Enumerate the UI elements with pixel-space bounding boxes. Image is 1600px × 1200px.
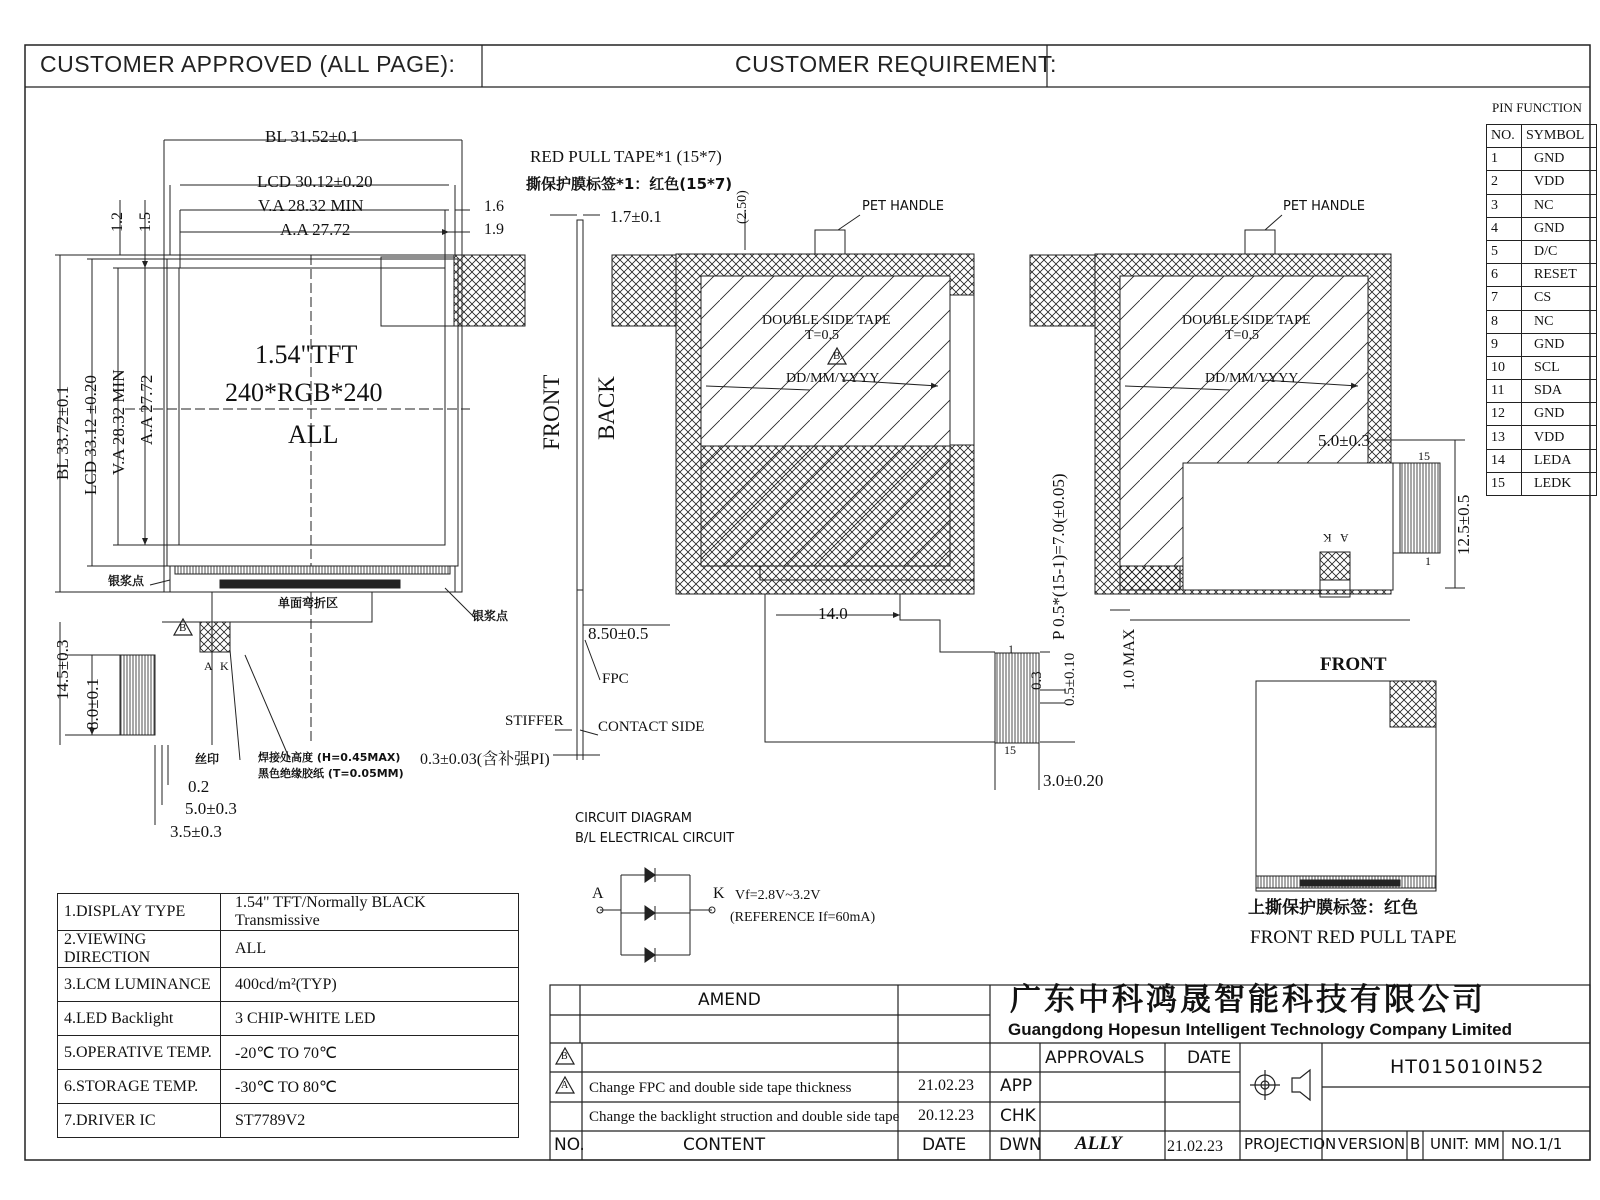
pin-no: 13 bbox=[1487, 426, 1522, 449]
dim-bl-width: BL 31.52±0.1 bbox=[265, 127, 360, 146]
pin-row bbox=[1487, 403, 1597, 426]
pin-row bbox=[1487, 264, 1597, 287]
pin-symbol: GND bbox=[1522, 403, 1597, 426]
sheet-number: NO.1/1 bbox=[1511, 1135, 1563, 1153]
front-view-geometry bbox=[55, 140, 525, 825]
pin-no: 9 bbox=[1487, 333, 1522, 356]
fpc-14: 14.0 bbox=[818, 604, 848, 623]
dim-lcd-width: LCD 30.12±0.20 bbox=[257, 172, 373, 191]
spec-row bbox=[58, 1002, 519, 1036]
pin-row bbox=[1487, 310, 1597, 333]
dwn-date: 21.02.23 bbox=[1167, 1138, 1223, 1155]
front-small-title: FRONT bbox=[1320, 654, 1387, 675]
side-thickness: 1.7±0.1 bbox=[610, 207, 662, 226]
customer-approved-label: CUSTOMER APPROVED (ALL PAGE): bbox=[40, 51, 456, 77]
company-cn: 广东中科鸿晟智能科技有限公司 bbox=[1010, 982, 1486, 1018]
pin-function-title: PIN FUNCTION bbox=[1492, 100, 1582, 115]
pin-symbol: SDA bbox=[1522, 380, 1597, 403]
spec-row bbox=[58, 1036, 519, 1070]
front-small-cn: 上撕保护膜标签：红色 bbox=[1248, 898, 1418, 918]
circuit-k: K bbox=[713, 885, 725, 902]
no-label: NO. bbox=[554, 1135, 585, 1155]
pin-symbol: RESET bbox=[1522, 264, 1597, 287]
pin-row bbox=[1487, 426, 1597, 449]
panel-view: ALL bbox=[288, 420, 339, 449]
dim-top-1-2: 1.2 bbox=[109, 212, 126, 232]
dim-bottom-0-2: 0.2 bbox=[188, 777, 210, 796]
pin-row bbox=[1487, 287, 1597, 310]
amend-label: AMEND bbox=[698, 990, 761, 1010]
circuit-ref: (REFERENCE If=60mA) bbox=[730, 910, 876, 925]
pet-handle-2: PET HANDLE bbox=[1283, 199, 1365, 214]
pin-row bbox=[1487, 472, 1597, 495]
spec-value: 400cd/m²(TYP) bbox=[221, 968, 519, 1002]
dim-bottom-3-5: 3.5±0.3 bbox=[170, 822, 222, 841]
pin-no: 12 bbox=[1487, 403, 1522, 426]
spec-value: 1.54" TFT/Normally BLACK Transmissive bbox=[221, 894, 519, 931]
circuit-vf: Vf=2.8V~3.2V bbox=[735, 888, 821, 903]
back-k-label: K bbox=[1323, 531, 1332, 545]
tape-2-date: DD/MM/YYYY bbox=[1205, 371, 1299, 386]
dwn-label: DWN bbox=[999, 1135, 1042, 1155]
fpc-pitch: P 0.5*(15-1)=7.0(±0.05) bbox=[1049, 473, 1068, 640]
spec-key: 2.VIEWING DIRECTION bbox=[58, 931, 221, 968]
rev-a-mark: A bbox=[561, 1080, 569, 1091]
date-label: DATE bbox=[1187, 1048, 1232, 1068]
app-label: APP bbox=[1000, 1076, 1033, 1096]
rev-a-text: Change the backlight struction and double side tape bbox=[589, 1109, 900, 1125]
spec-value: -20℃ TO 70℃ bbox=[221, 1036, 519, 1070]
pin-symbol: SCL bbox=[1522, 356, 1597, 379]
chk-label: CHK bbox=[1000, 1106, 1036, 1126]
front-small-geometry bbox=[1256, 681, 1436, 891]
pin-no: 14 bbox=[1487, 449, 1522, 472]
dim-lcd-height: LCD 33.12 ±0.20 bbox=[81, 375, 100, 495]
spec-value: 3 CHIP-WHITE LED bbox=[221, 1002, 519, 1036]
pin-symbol: GND bbox=[1522, 333, 1597, 356]
silkscreen-label: 丝印 bbox=[195, 752, 220, 766]
side-back: BACK bbox=[594, 376, 619, 440]
version-label: VERSION bbox=[1338, 1135, 1406, 1153]
date-col-label: DATE bbox=[922, 1135, 967, 1155]
projection-label: PROJECTION bbox=[1244, 1135, 1337, 1153]
front-small-en: FRONT RED PULL TAPE bbox=[1250, 927, 1457, 948]
spec-row bbox=[58, 931, 519, 968]
pin-no: 11 bbox=[1487, 380, 1522, 403]
spec-value: ST7789V2 bbox=[221, 1104, 519, 1138]
dim-top-1-5: 1.5 bbox=[137, 212, 154, 232]
spec-row bbox=[58, 1104, 519, 1138]
pin-no: 4 bbox=[1487, 217, 1522, 240]
dim-aa-width: A.A 27.72 bbox=[280, 220, 351, 239]
spec-key: 7.DRIVER IC bbox=[58, 1104, 221, 1138]
pin-row bbox=[1487, 194, 1597, 217]
side-fpc: FPC bbox=[602, 671, 629, 687]
spec-row bbox=[58, 1070, 519, 1104]
pin-no: 1 bbox=[1487, 148, 1522, 171]
circuit-a: A bbox=[592, 885, 604, 902]
unit-label: UNIT: MM bbox=[1430, 1135, 1500, 1153]
single-fold-area: 单面弯折区 bbox=[278, 596, 339, 610]
side-stiffer: STIFFER bbox=[505, 713, 564, 729]
pad-0-3: 0.3 bbox=[1029, 671, 1045, 690]
pin-no: 2 bbox=[1487, 171, 1522, 194]
circuit-geometry bbox=[597, 868, 715, 962]
pin-row bbox=[1487, 333, 1597, 356]
pin-row bbox=[1487, 217, 1597, 240]
dim-5-0-back: 5.0±0.3 bbox=[1318, 431, 1370, 450]
content-label: CONTENT bbox=[683, 1135, 766, 1155]
pin-symbol: LEDA bbox=[1522, 449, 1597, 472]
approvals-label: APPROVALS bbox=[1045, 1048, 1145, 1068]
solder-height-label: 焊接处高度 (H=0.45MAX) bbox=[258, 751, 401, 764]
side-contact: CONTACT SIDE bbox=[598, 719, 705, 735]
dim-bottom-5-0: 5.0±0.3 bbox=[185, 799, 237, 818]
rev-a-date: 20.12.23 bbox=[918, 1107, 974, 1124]
dim-right-1-6: 1.6 bbox=[484, 198, 504, 215]
pin-no: 7 bbox=[1487, 287, 1522, 310]
pin-symbol: VDD bbox=[1522, 171, 1597, 194]
panel-resolution: 240*RGB*240 bbox=[225, 378, 383, 407]
tape-1-date: DD/MM/YYYY bbox=[786, 371, 880, 386]
pin-row bbox=[1487, 356, 1597, 379]
side-pi: 0.3±0.03(含补强PI) bbox=[420, 751, 550, 768]
pin-header-no: NO. bbox=[1487, 125, 1522, 148]
pin-header-symbol: SYMBOL bbox=[1522, 125, 1597, 148]
tape-2-thickness: T=0.5 bbox=[1225, 328, 1259, 343]
specs-table bbox=[57, 893, 519, 1138]
pull-tape-en: RED PULL TAPE*1 (15*7) bbox=[530, 147, 722, 166]
silver-dot-left: 银浆点 bbox=[108, 574, 145, 588]
fpc-pin15: 15 bbox=[1004, 743, 1016, 757]
circuit-title: CIRCUIT DIAGRAM bbox=[575, 811, 692, 826]
part-number: HT015010IN52 bbox=[1390, 1056, 1545, 1078]
pad-0-5: 0.5±0.10 bbox=[1062, 652, 1078, 706]
pin-symbol: D/C bbox=[1522, 240, 1597, 263]
spec-key: 5.OPERATIVE TEMP. bbox=[58, 1036, 221, 1070]
pin-symbol: LEDK bbox=[1522, 472, 1597, 495]
circuit-subtitle: B/L ELECTRICAL CIRCUIT bbox=[575, 831, 735, 846]
pull-tape-cn: 撕保护膜标签*1：红色(15*7) bbox=[526, 175, 733, 193]
pin-no: 8 bbox=[1487, 310, 1522, 333]
pin-row bbox=[1487, 171, 1597, 194]
pin-table-header bbox=[1487, 125, 1597, 148]
side-front: FRONT bbox=[539, 374, 564, 450]
spec-key: 3.LCM LUMINANCE bbox=[58, 968, 221, 1002]
pin-row bbox=[1487, 380, 1597, 403]
pin-row bbox=[1487, 240, 1597, 263]
back-a-label: A bbox=[1340, 531, 1349, 545]
pin-symbol: NC bbox=[1522, 194, 1597, 217]
spec-row bbox=[58, 968, 519, 1002]
side-fpc-length: 8.50±0.5 bbox=[588, 624, 649, 643]
pin-no: 15 bbox=[1487, 472, 1522, 495]
pin-no: 5 bbox=[1487, 240, 1522, 263]
fpc-width-3-0: 3.0±0.20 bbox=[1043, 771, 1104, 790]
tape-1: DOUBLE SIDE TAPE bbox=[762, 313, 891, 328]
spec-key: 6.STORAGE TEMP. bbox=[58, 1070, 221, 1104]
dim-fpc-14-5: 14.5±0.3 bbox=[53, 639, 72, 700]
pet-handle-1: PET HANDLE bbox=[862, 199, 944, 214]
spec-key: 1.DISPLAY TYPE bbox=[58, 894, 221, 931]
pin-no: 3 bbox=[1487, 194, 1522, 217]
signer-name: ALLY bbox=[1075, 1133, 1122, 1154]
dim-right-1-9: 1.9 bbox=[484, 221, 504, 238]
rev-b-mark: B bbox=[561, 1051, 568, 1062]
tape-2: DOUBLE SIDE TAPE bbox=[1182, 313, 1311, 328]
dim-va-height: V.A 28.32 MIN bbox=[109, 369, 128, 475]
front-k-label: K bbox=[220, 659, 229, 673]
dim-fpc-8-0: 8.0±0.1 bbox=[83, 678, 102, 730]
pin-symbol: GND bbox=[1522, 148, 1597, 171]
fpc-pin1: 1 bbox=[1008, 642, 1014, 656]
back-pin15: 15 bbox=[1418, 449, 1430, 463]
tape-1-thickness: T=0.5 bbox=[805, 328, 839, 343]
dim-va-width: V.A 28.32 MIN bbox=[258, 196, 364, 215]
pin-symbol: NC bbox=[1522, 310, 1597, 333]
pin-row bbox=[1487, 148, 1597, 171]
tape-gap: (2.50) bbox=[735, 190, 750, 224]
pin-symbol: CS bbox=[1522, 287, 1597, 310]
pin-symbol: VDD bbox=[1522, 426, 1597, 449]
pin-row bbox=[1487, 449, 1597, 472]
spec-value: ALL bbox=[221, 931, 519, 968]
spec-key: 4.LED Backlight bbox=[58, 1002, 221, 1036]
spec-row bbox=[58, 894, 519, 931]
dim-12-5: 12.5±0.5 bbox=[1454, 494, 1473, 555]
front-rev-mark: B bbox=[179, 622, 187, 634]
rev-b-date: 21.02.23 bbox=[918, 1077, 974, 1094]
panel-title: 1.54"TFT bbox=[255, 340, 358, 369]
pin-no: 6 bbox=[1487, 264, 1522, 287]
spec-value: -30℃ TO 80℃ bbox=[221, 1070, 519, 1104]
customer-requirement-label: CUSTOMER REQUIREMENT: bbox=[735, 51, 1057, 77]
tape-1-rev: B bbox=[833, 350, 841, 362]
front-a-label: A bbox=[204, 659, 213, 673]
pin-function-table bbox=[1486, 124, 1597, 496]
company-en: Guangdong Hopesun Intelligent Technology Company Limited bbox=[1008, 1020, 1513, 1039]
back-view-2-geometry bbox=[1030, 215, 1465, 620]
back-pin1: 1 bbox=[1425, 554, 1431, 568]
version-value: B bbox=[1410, 1135, 1421, 1153]
silver-dot-right: 银浆点 bbox=[472, 609, 509, 623]
black-tape-label: 黑色绝缘胶纸 (T=0.05MM) bbox=[258, 767, 404, 780]
pin-no: 10 bbox=[1487, 356, 1522, 379]
dim-bl-height: BL 33.72±0.1 bbox=[53, 385, 72, 480]
pin-symbol: GND bbox=[1522, 217, 1597, 240]
rev-b-text: Change FPC and double side tape thickness bbox=[589, 1080, 852, 1096]
dim-1-0-max: 1.0 MAX bbox=[1121, 628, 1138, 690]
dim-aa-height: A.A 27.72 bbox=[137, 374, 156, 445]
